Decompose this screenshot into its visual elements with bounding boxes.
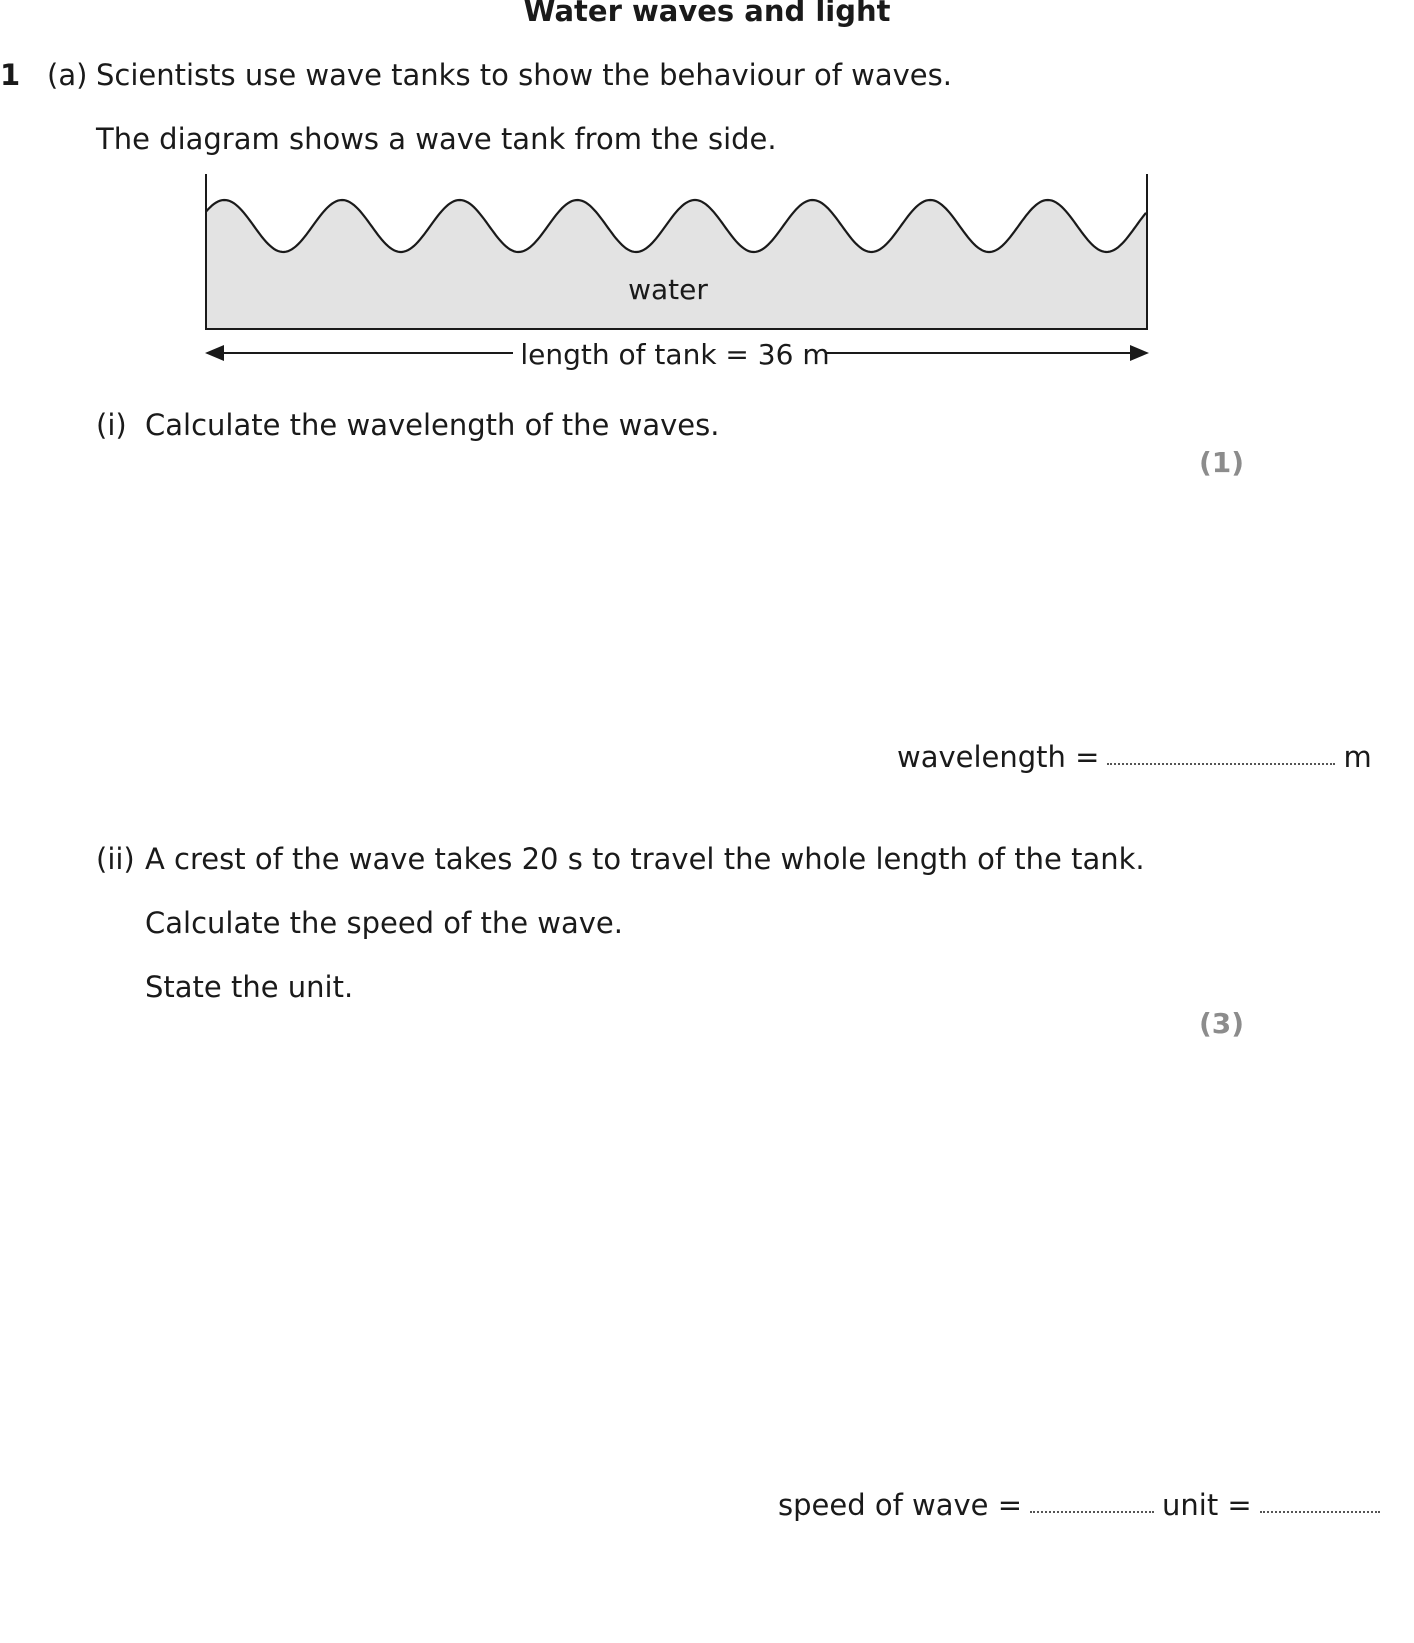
wavelength-answer-line	[897, 740, 1372, 774]
wave-tank-diagram	[0, 0, 1414, 400]
part-ii-question: A crest of the wave takes 20 s to travel the whole length of the tank.	[145, 842, 1145, 876]
part-ii-label: (ii)	[96, 842, 135, 876]
length-arrow-left-head	[205, 345, 224, 361]
part-i-label: (i)	[96, 408, 127, 442]
speed-label: speed of wave =	[778, 1488, 1023, 1522]
wavelength-unit: m	[1343, 740, 1372, 774]
tank-length-label: length of tank = 36 m	[520, 338, 830, 371]
page-title: Water waves and light	[523, 0, 891, 28]
speed-answer-field[interactable]	[1030, 1510, 1154, 1513]
unit-label: unit =	[1162, 1488, 1252, 1522]
part-a-intro: Scientists use wave tanks to show the behaviour of waves.	[96, 58, 952, 92]
part-ii-marks: (3)	[1199, 1007, 1245, 1040]
water-body	[206, 200, 1147, 329]
diagram-caption: The diagram shows a wave tank from the side.	[96, 122, 777, 156]
wavelength-label: wavelength =	[897, 740, 1100, 774]
part-i-marks: (1)	[1199, 446, 1245, 479]
part-a-label: (a)	[47, 58, 88, 92]
wavelength-answer-field[interactable]	[1107, 762, 1335, 765]
speed-answer-line	[778, 1488, 1380, 1522]
unit-answer-field[interactable]	[1260, 1510, 1380, 1513]
water-label: water	[628, 273, 708, 306]
length-arrow-right-head	[1130, 345, 1149, 361]
part-i-question: Calculate the wavelength of the waves.	[145, 408, 720, 442]
part-ii-instruction-1: Calculate the speed of the wave.	[145, 906, 623, 940]
question-number: 1	[0, 58, 21, 92]
part-ii-instruction-2: State the unit.	[145, 970, 354, 1004]
